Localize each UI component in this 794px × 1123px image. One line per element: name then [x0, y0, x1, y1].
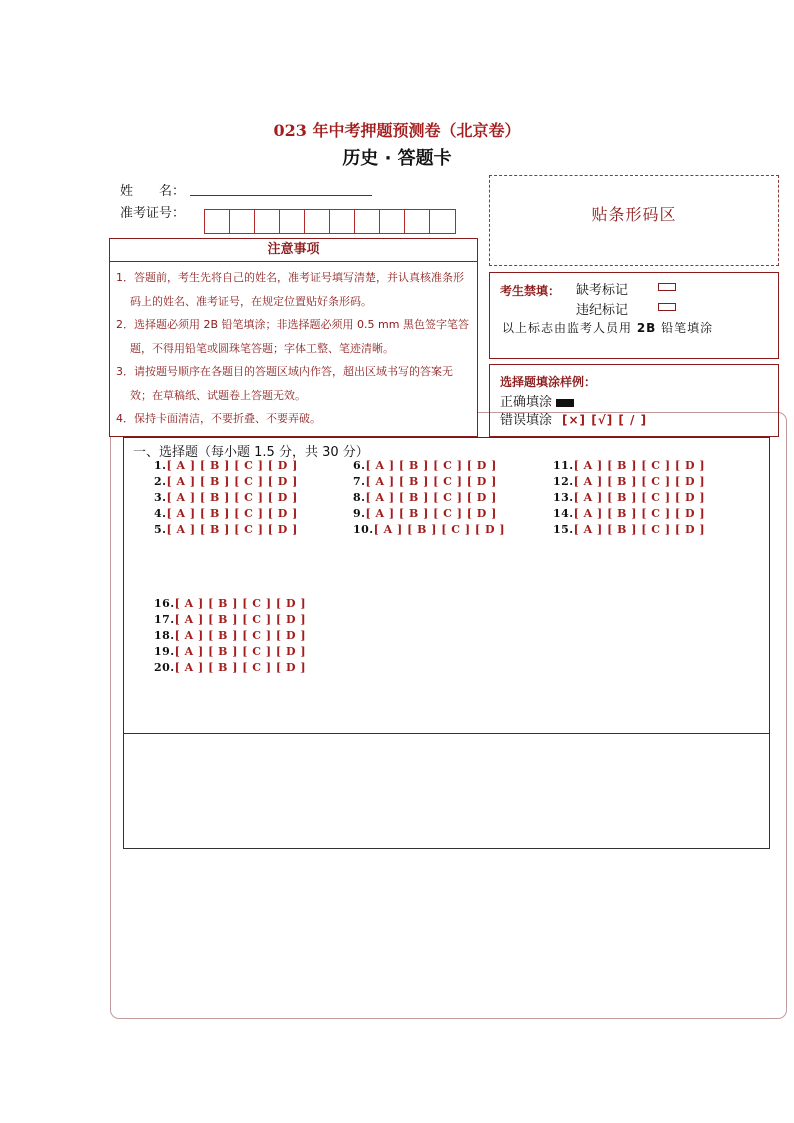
forbidden-label: 考生禁填：	[500, 284, 561, 298]
fill-sample-title: 选择题填涂样例：	[500, 375, 597, 389]
notice-item-2: 2．选择题必须用 2B 铅笔填涂；非选择题必须用 0.5 mm 黑色签字笔答题，不得用铅笔或圆珠笔答题；字体工整、笔迹清晰。	[116, 318, 469, 355]
answer-options[interactable]: [ A ] [ B ] [ C ] [ D ]	[365, 491, 497, 504]
answer-options[interactable]: [ A ] [ B ] [ C ] [ D ]	[174, 661, 307, 674]
question-number: 11.	[553, 459, 574, 472]
answer-box[interactable]	[123, 733, 770, 849]
answer-options[interactable]: [ A ] [ B ] [ C ] [ D ]	[166, 523, 298, 536]
question-16[interactable]	[154, 597, 306, 610]
correct-fill-example	[556, 399, 574, 407]
question-20[interactable]	[154, 661, 306, 674]
question-15[interactable]	[553, 523, 705, 536]
answer-options[interactable]: [ A ] [ B ] [ C ] [ D ]	[573, 459, 706, 472]
notice-item-3: 3．请按题号顺序在各题目的答题区域内作答，超出区域书写的答案无效；在草稿纸、试题卷上答题无效。	[116, 365, 453, 402]
barcode-label: 贴条形码区	[591, 205, 677, 224]
notice-item-4: 4．保持卡面清洁，不要折叠、不要弄破。	[116, 412, 321, 425]
answer-options[interactable]: [ A ] [ B ] [ C ] [ D ]	[174, 629, 307, 642]
id-digit-box[interactable]	[355, 210, 380, 233]
question-number: 18.	[154, 629, 175, 642]
wrong-fill-examples: [×] [√] [ / ]	[562, 413, 648, 427]
question-number: 2.	[154, 475, 167, 488]
question-10[interactable]	[353, 523, 505, 536]
question-number: 20.	[154, 661, 175, 674]
answer-options[interactable]: [ A ] [ B ] [ C ] [ D ]	[573, 491, 706, 504]
id-label: 准考证号：	[120, 206, 186, 221]
exam-title: 023 年中考押题预测卷（北京卷）	[273, 121, 521, 140]
answer-sheet-subtitle: 历史 · 答题卡	[342, 148, 452, 169]
question-number: 9.	[353, 507, 366, 520]
question-number: 10.	[353, 523, 374, 536]
question-11[interactable]	[553, 459, 705, 472]
answer-options[interactable]: [ A ] [ B ] [ C ] [ D ]	[166, 507, 298, 520]
answer-options[interactable]: [ A ] [ B ] [ C ] [ D ]	[573, 507, 706, 520]
violation-mark-box[interactable]	[658, 303, 676, 311]
examiner-note: 以上标志由监考人员用 2B 铅笔填涂	[502, 321, 714, 335]
notice-panel	[109, 238, 478, 437]
answer-options[interactable]: [ A ] [ B ] [ C ] [ D ]	[174, 597, 307, 610]
question-3[interactable]	[154, 491, 298, 504]
violation-mark-label: 违纪标记	[576, 303, 629, 318]
question-number: 12.	[553, 475, 574, 488]
barcode-area	[489, 175, 779, 266]
answer-options[interactable]: [ A ] [ B ] [ C ] [ D ]	[166, 491, 298, 504]
id-digit-box[interactable]	[305, 210, 330, 233]
examiner-only-panel	[489, 272, 779, 359]
question-number: 13.	[553, 491, 574, 504]
id-digit-box[interactable]	[405, 210, 430, 233]
id-digit-box[interactable]	[205, 210, 230, 233]
question-number: 17.	[154, 613, 175, 626]
answer-options[interactable]: [ A ] [ B ] [ C ] [ D ]	[365, 507, 497, 520]
question-number: 14.	[553, 507, 574, 520]
section-title: 一、选择题（每小题 1.5 分，共 30 分）	[133, 445, 369, 460]
question-19[interactable]	[154, 645, 306, 658]
notice-item-1: 1．答题前，考生先将自己的姓名，准考证号填写清楚，并认真核准条形码上的姓名、准考证号，在规定位置贴好条形码。	[116, 271, 464, 308]
question-1[interactable]	[154, 459, 298, 472]
question-17[interactable]	[154, 613, 306, 626]
id-digit-box[interactable]	[330, 210, 355, 233]
question-7[interactable]	[353, 475, 497, 488]
question-number: 4.	[154, 507, 167, 520]
wrong-fill-label: 错误填涂	[500, 413, 553, 428]
question-5[interactable]	[154, 523, 298, 536]
question-12[interactable]	[553, 475, 705, 488]
question-6[interactable]	[353, 459, 497, 472]
correct-fill-label: 正确填涂	[500, 395, 553, 410]
name-label: 姓 名：	[120, 184, 186, 199]
id-digit-box[interactable]	[430, 210, 455, 233]
question-number: 3.	[154, 491, 167, 504]
question-number: 7.	[353, 475, 366, 488]
answer-options[interactable]: [ A ] [ B ] [ C ] [ D ]	[166, 459, 298, 472]
question-18[interactable]	[154, 629, 306, 642]
question-number: 19.	[154, 645, 175, 658]
name-field[interactable]	[190, 194, 372, 196]
id-number-boxes[interactable]	[204, 209, 456, 234]
question-14[interactable]	[553, 507, 705, 520]
question-8[interactable]	[353, 491, 497, 504]
answer-options[interactable]: [ A ] [ B ] [ C ] [ D ]	[166, 475, 298, 488]
absent-mark-box[interactable]	[658, 283, 676, 291]
question-13[interactable]	[553, 491, 705, 504]
answer-options[interactable]: [ A ] [ B ] [ C ] [ D ]	[174, 645, 307, 658]
question-9[interactable]	[353, 507, 497, 520]
question-4[interactable]	[154, 507, 298, 520]
notice-title: 注意事项	[110, 239, 477, 262]
id-digit-box[interactable]	[280, 210, 305, 233]
question-number: 6.	[353, 459, 366, 472]
question-2[interactable]	[154, 475, 298, 488]
absent-mark-label: 缺考标记	[576, 283, 629, 298]
question-number: 15.	[553, 523, 574, 536]
question-number: 5.	[154, 523, 167, 536]
answer-options[interactable]: [ A ] [ B ] [ C ] [ D ]	[373, 523, 506, 536]
id-digit-box[interactable]	[255, 210, 280, 233]
answer-options[interactable]: [ A ] [ B ] [ C ] [ D ]	[573, 523, 706, 536]
answer-options[interactable]: [ A ] [ B ] [ C ] [ D ]	[365, 459, 497, 472]
question-number: 16.	[154, 597, 175, 610]
question-number: 1.	[154, 459, 167, 472]
answer-options[interactable]: [ A ] [ B ] [ C ] [ D ]	[174, 613, 307, 626]
id-digit-box[interactable]	[380, 210, 405, 233]
fill-sample-panel	[489, 364, 779, 437]
answer-options[interactable]: [ A ] [ B ] [ C ] [ D ]	[365, 475, 497, 488]
question-number: 8.	[353, 491, 366, 504]
answer-options[interactable]: [ A ] [ B ] [ C ] [ D ]	[573, 475, 706, 488]
id-digit-box[interactable]	[230, 210, 255, 233]
